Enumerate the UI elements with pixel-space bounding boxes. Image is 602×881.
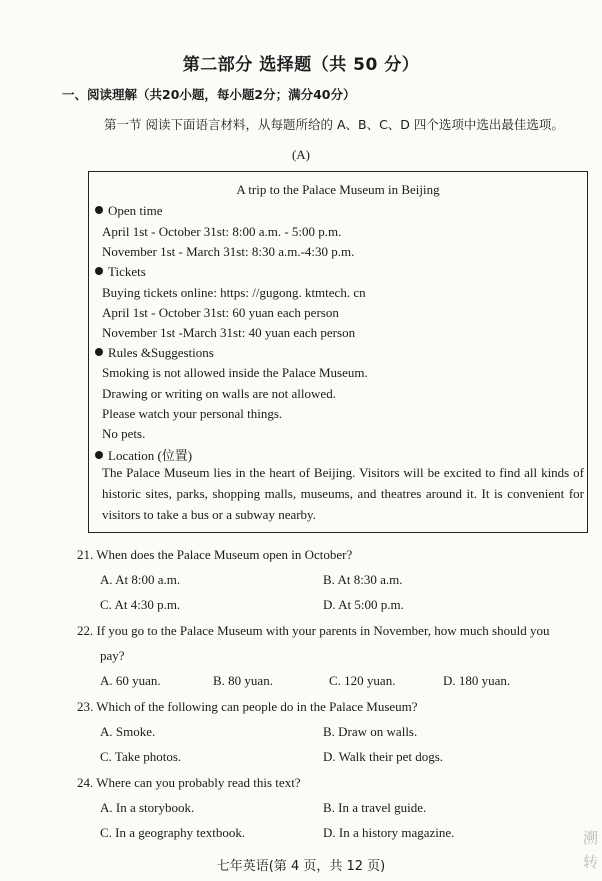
tickets-line: November 1st -March 31st: 40 yuan each person	[102, 325, 356, 340]
tickets-heading: Tickets	[95, 264, 146, 280]
passage-title: A trip to the Palace Museum in Beijing	[236, 182, 440, 197]
option: D. At 5:00 p.m.	[323, 597, 404, 612]
section-title: 一、阅读理解（共20小题，每小题2分；满分40分）	[62, 87, 356, 102]
option: D. Walk their pet dogs.	[323, 749, 444, 764]
bullet-icon	[95, 348, 103, 356]
option: A. 60 yuan.	[100, 673, 161, 688]
location-paragraph: The Palace Museum lies in the heart of Beijing. Visitors will be excited to find all kinds of historic sites, parks, shopping malls, museums, and theatres around it. It is convenient for visitors to take a bus or a subway nearby.	[102, 465, 584, 522]
question-stem: 21. When does the Palace Museum open in October?	[77, 547, 353, 562]
question-stem: 23. Which of the following can people do in the Palace Museum?	[77, 699, 418, 714]
open-time-line: April 1st - October 31st: 8:00 a.m. - 5:00 p.m.	[102, 224, 342, 239]
rules-line: Please watch your personal things.	[102, 406, 283, 421]
rules-line: Smoking is not allowed inside the Palace Museum.	[102, 365, 368, 380]
tickets-line: April 1st - October 31st: 60 yuan each person	[102, 305, 339, 320]
option: D. In a history magazine.	[323, 825, 455, 840]
option: C. At 4:30 p.m.	[100, 597, 181, 612]
question-stem: 24. Where can you probably read this text?	[77, 775, 301, 790]
open-time-heading: Open time	[95, 203, 163, 219]
instruction: 第一节 阅读下面语言材料，从每题所给的 A、B、C、D 四个选项中选出最佳选项。	[104, 117, 564, 132]
option: B. At 8:30 a.m.	[323, 572, 403, 587]
open-time-line: November 1st - March 31st: 8:30 a.m.-4:30 p.m.	[102, 244, 355, 259]
option: C. In a geography textbook.	[100, 825, 246, 840]
bullet-icon	[95, 206, 103, 214]
option: A. Smoke.	[100, 724, 156, 739]
option: A. At 8:00 a.m.	[100, 572, 181, 587]
question-stem: 22. If you go to the Palace Museum with your parents in November, how much should you	[77, 623, 550, 638]
page-footer: 七年英语(第 4 页，共 12 页)	[216, 859, 386, 874]
rules-heading: Rules &Suggestions	[95, 345, 214, 361]
watermark-char: 溯	[582, 829, 598, 847]
option: C. Take photos.	[100, 749, 182, 764]
option: C. 120 yuan.	[329, 673, 396, 688]
rules-line: No pets.	[102, 426, 146, 441]
bullet-icon	[95, 267, 103, 275]
bullet-icon	[95, 451, 103, 459]
rules-line: Drawing or writing on walls are not allowed.	[102, 386, 336, 401]
option: D. 180 yuan.	[443, 673, 511, 688]
tickets-line: Buying tickets online: https: //gugong. ktmtech. cn	[102, 285, 366, 300]
passage-label: (A)	[291, 147, 311, 162]
option: B. In a travel guide.	[323, 800, 427, 815]
option: B. Draw on walls.	[323, 724, 418, 739]
location-heading: Location (位置)	[95, 445, 192, 464]
watermark-char: 转	[582, 853, 598, 871]
option: A. In a storybook.	[100, 800, 195, 815]
option: B. 80 yuan.	[213, 673, 273, 688]
question-stem-continued: pay?	[100, 648, 125, 663]
part-title: 第二部分 选择题（共 50 分）	[182, 55, 420, 75]
